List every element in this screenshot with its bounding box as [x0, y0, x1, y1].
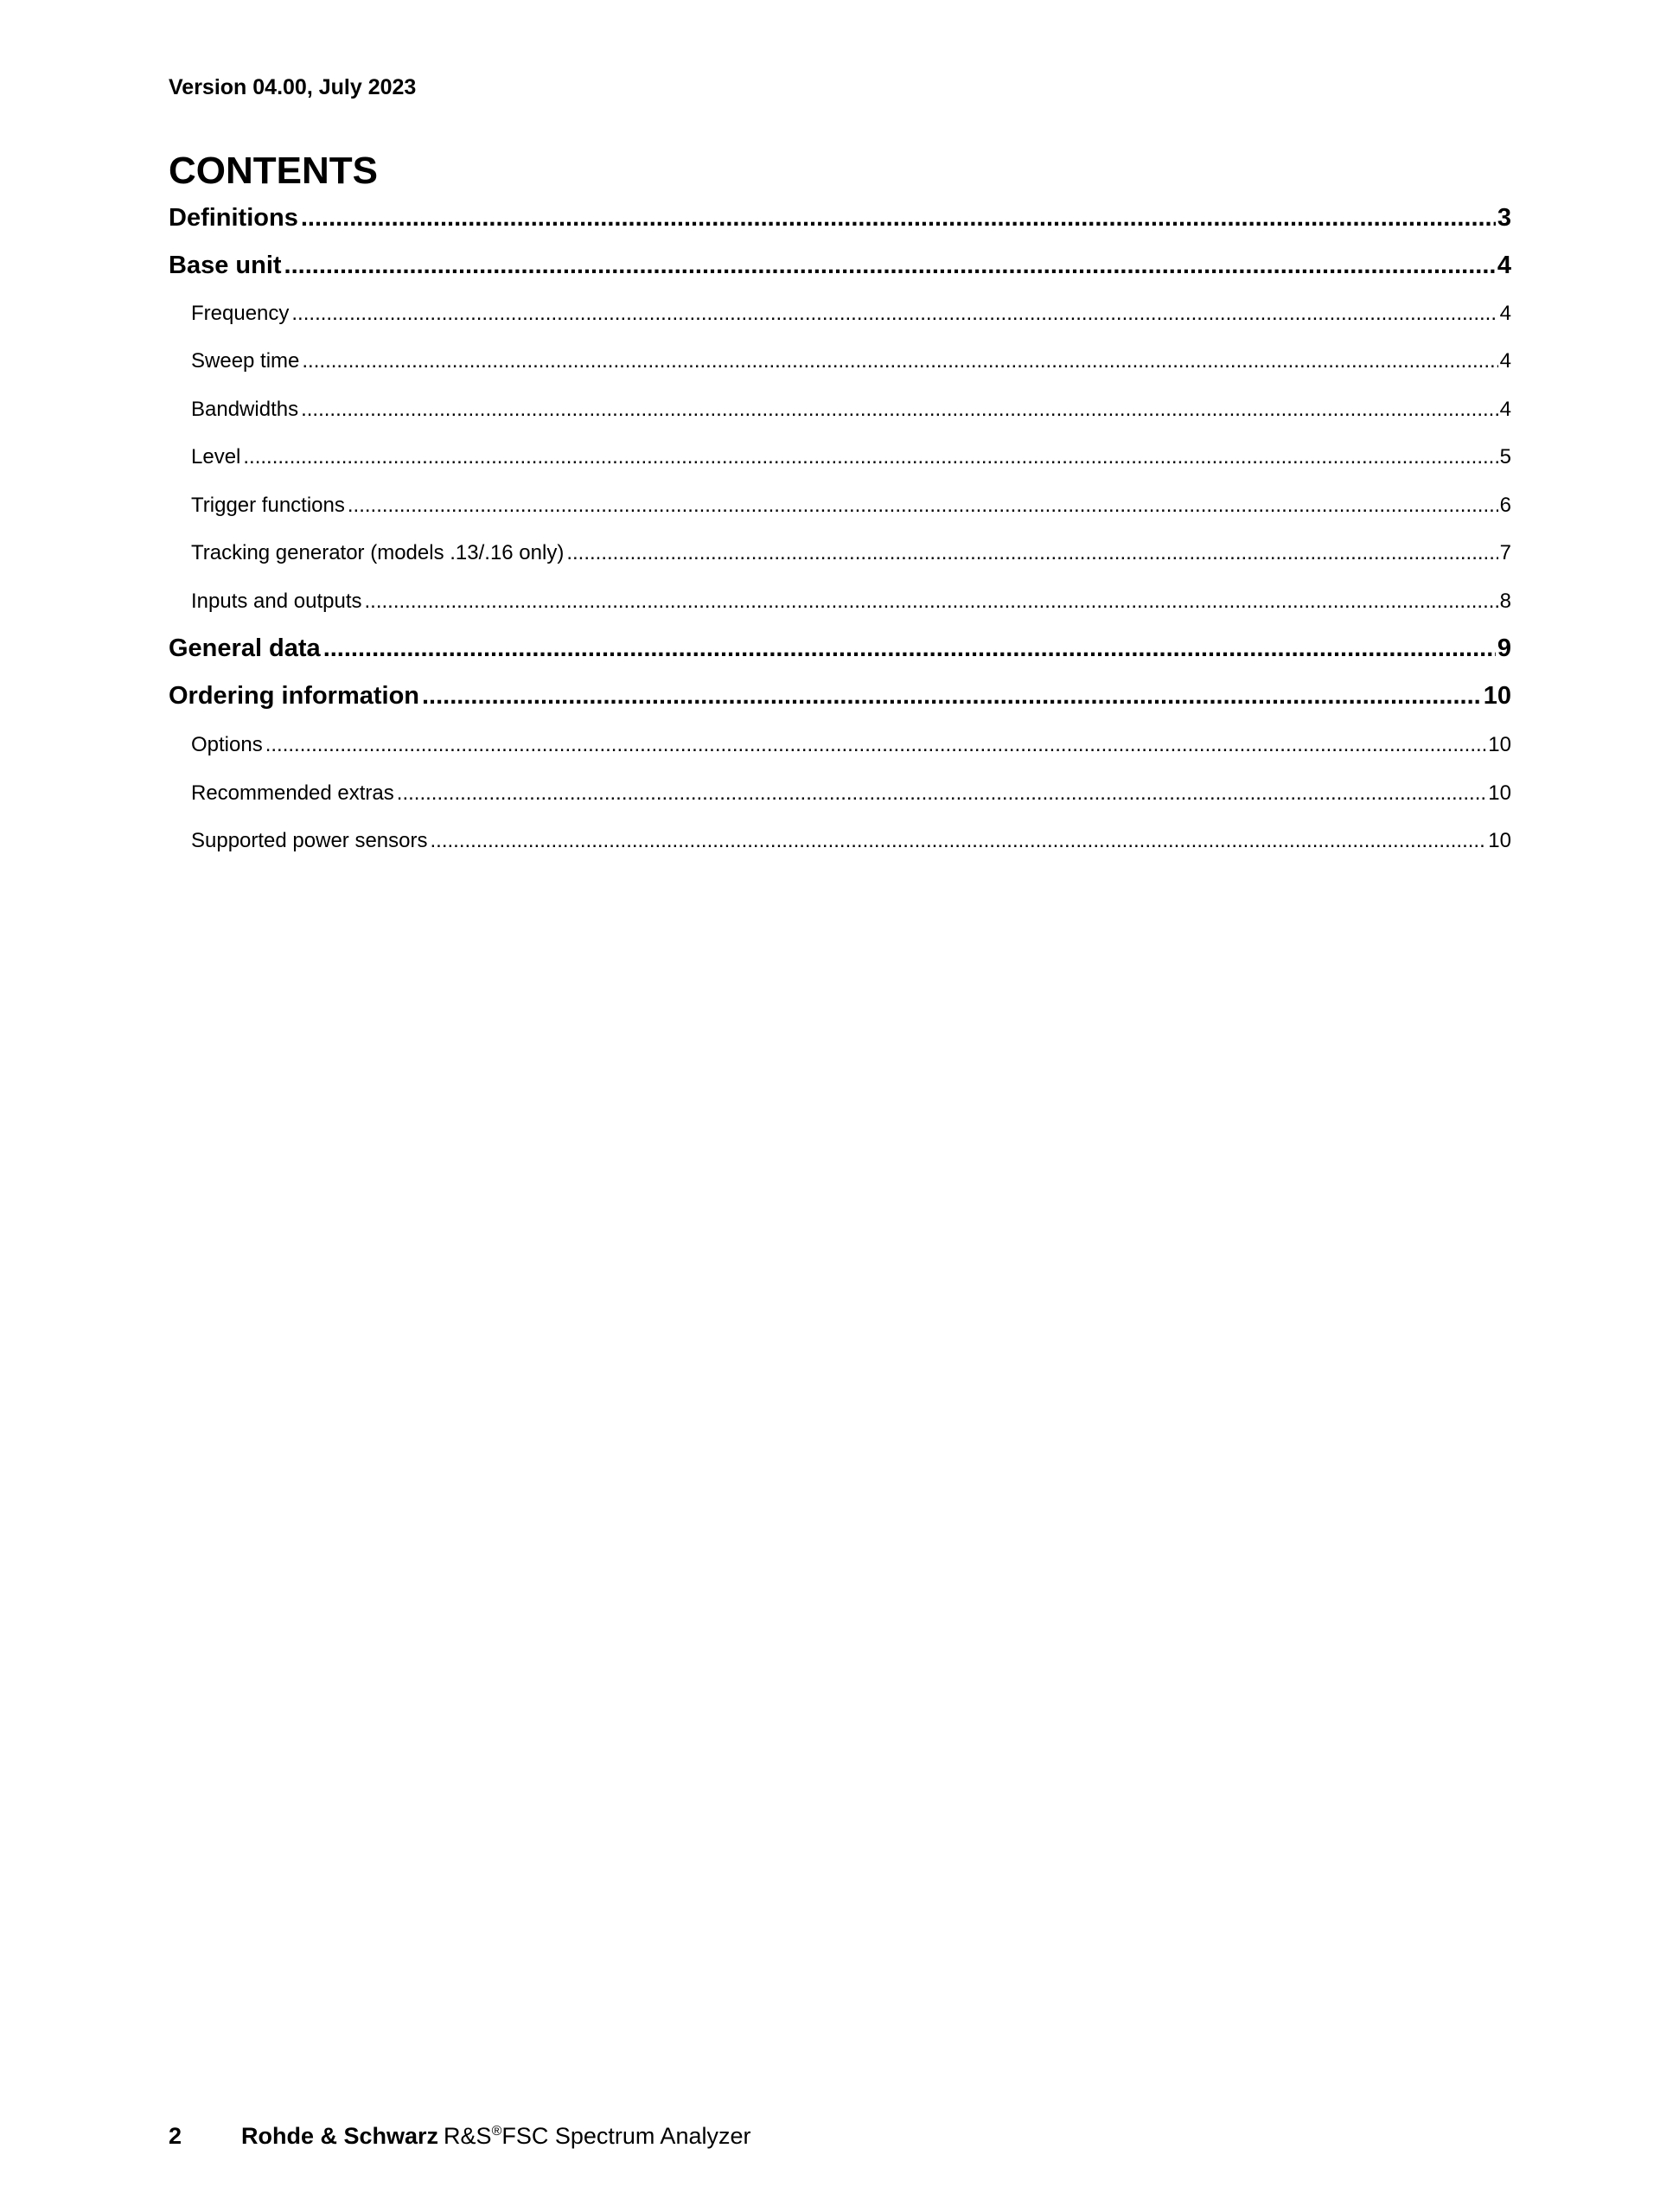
toc-entry-label: Recommended extras	[191, 781, 394, 805]
version-line: Version 04.00, July 2023	[169, 75, 417, 99]
toc-entry-page: 10	[1483, 682, 1511, 710]
toc-dot-leader	[240, 442, 1497, 473]
toc-entry-inputs-outputs[interactable]	[169, 586, 1511, 617]
toc-entry-label: Definitions	[169, 204, 298, 232]
toc-dot-leader	[321, 631, 1496, 666]
toc-dot-leader	[299, 346, 1497, 377]
toc-entry-page: 9	[1497, 634, 1511, 662]
toc-entry-recommended-extras[interactable]	[169, 778, 1511, 809]
toc-entry-label: Level	[191, 445, 241, 469]
toc-entry-general-data[interactable]	[169, 631, 1511, 666]
toc-dot-leader	[263, 730, 1487, 761]
footer-product-prefix: R&S	[444, 2123, 492, 2149]
toc-entry-ordering-information[interactable]	[169, 679, 1511, 713]
toc-dot-leader	[419, 679, 1482, 713]
toc-entry-options[interactable]	[169, 730, 1511, 761]
footer-page-number: 2	[169, 2123, 182, 2149]
toc-dot-leader	[428, 826, 1487, 857]
toc-entry-page: 6	[1499, 494, 1511, 517]
toc-entry-label: Options	[191, 733, 263, 756]
toc-entry-label: Frequency	[191, 302, 290, 325]
toc-dot-leader	[345, 490, 1498, 521]
toc-entry-label: Tracking generator (models .13/.16 only)	[191, 541, 565, 564]
toc-dot-leader	[361, 586, 1497, 617]
toc-entry-frequency[interactable]	[169, 298, 1511, 329]
toc-entry-sweep-time[interactable]	[169, 346, 1511, 377]
toc-entry-page: 8	[1499, 590, 1511, 613]
toc-entry-label: Ordering information	[169, 682, 419, 710]
toc-dot-leader	[564, 538, 1497, 569]
toc-entry-definitions[interactable]	[169, 201, 1511, 235]
footer-company: Rohde & Schwarz	[241, 2123, 439, 2149]
registered-mark: ®	[491, 2124, 502, 2139]
toc-entry-label: General data	[169, 634, 321, 662]
toc-dot-leader	[282, 248, 1496, 283]
toc-entry-page: 3	[1497, 204, 1511, 232]
toc-entry-label: Sweep time	[191, 349, 300, 373]
toc-entry-bandwidths[interactable]	[169, 394, 1511, 425]
toc-entry-label: Supported power sensors	[191, 829, 428, 852]
toc-entry-page: 5	[1499, 445, 1511, 469]
toc-entry-page: 10	[1488, 733, 1511, 756]
toc-entry-label: Base unit	[169, 252, 282, 279]
toc-entry-page: 4	[1497, 252, 1511, 279]
toc-entry-label: Trigger functions	[191, 494, 345, 517]
toc-entry-page: 4	[1499, 302, 1511, 325]
toc-entry-label: Inputs and outputs	[191, 590, 362, 613]
toc-dot-leader	[289, 298, 1497, 329]
toc-entry-label: Bandwidths	[191, 398, 299, 421]
contents-heading: CONTENTS	[169, 150, 378, 192]
toc-entry-page: 4	[1499, 398, 1511, 421]
toc-entry-level[interactable]	[169, 442, 1511, 473]
toc-dot-leader	[298, 394, 1498, 425]
toc-dot-leader	[394, 778, 1487, 809]
toc-entry-page: 4	[1499, 349, 1511, 373]
page-footer	[169, 2121, 750, 2151]
toc-entry-base-unit[interactable]	[169, 248, 1511, 283]
toc-entry-page: 10	[1488, 829, 1511, 852]
footer-product-name: FSC Spectrum Analyzer	[501, 2123, 751, 2149]
toc-entry-trigger-functions[interactable]	[169, 490, 1511, 521]
footer-product	[438, 2121, 750, 2151]
toc-entry-tracking-generator[interactable]	[169, 538, 1511, 569]
toc-entry-page: 10	[1488, 781, 1511, 805]
toc-entry-supported-power-sensors[interactable]	[169, 826, 1511, 857]
toc-dot-leader	[298, 201, 1496, 235]
toc-entry-page: 7	[1499, 541, 1511, 564]
